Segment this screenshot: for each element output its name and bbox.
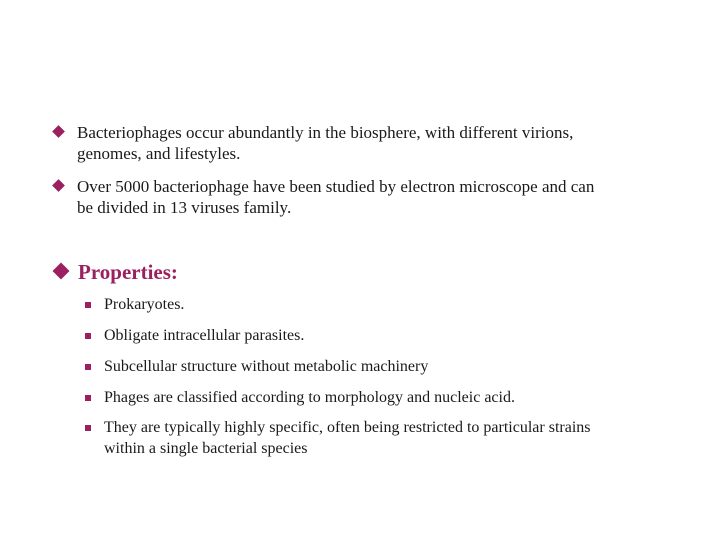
- bullet-2-line-1: Over 5000 bacteriophage have been studied by electron microscope and can: [77, 177, 595, 196]
- sub-item-4-text: Phages are classified according to morphology and nucleic acid.: [104, 389, 515, 406]
- sub-item-5-line-1: They are typically highly specific, often being restricted to particular strains: [104, 419, 591, 436]
- square-bullet-icon: [85, 333, 91, 339]
- square-bullet-icon: [85, 364, 91, 370]
- square-bullet-icon: [85, 425, 91, 431]
- sub-item-1-text: Prokaryotes.: [104, 296, 185, 313]
- sub-item-5-line-2: within a single bacterial species: [104, 440, 308, 457]
- sub-item-2-text: Obligate intracellular parasites.: [104, 327, 305, 344]
- diamond-bullet-icon: [52, 179, 65, 192]
- bullet-1-line-1: Bacteriophages occur abundantly in the biosphere, with different virions,: [77, 123, 574, 142]
- sub-item-3-text: Subcellular structure without metabolic machinery: [104, 358, 429, 375]
- properties-heading: Properties:: [78, 260, 178, 284]
- bullet-1-line-2: genomes, and lifestyles.: [77, 144, 241, 163]
- bullet-2-line-2: be divided in 13 viruses family.: [77, 198, 292, 217]
- diamond-bullet-icon: [53, 263, 70, 280]
- diamond-bullet-icon: [52, 125, 65, 138]
- square-bullet-icon: [85, 302, 91, 308]
- square-bullet-icon: [85, 395, 91, 401]
